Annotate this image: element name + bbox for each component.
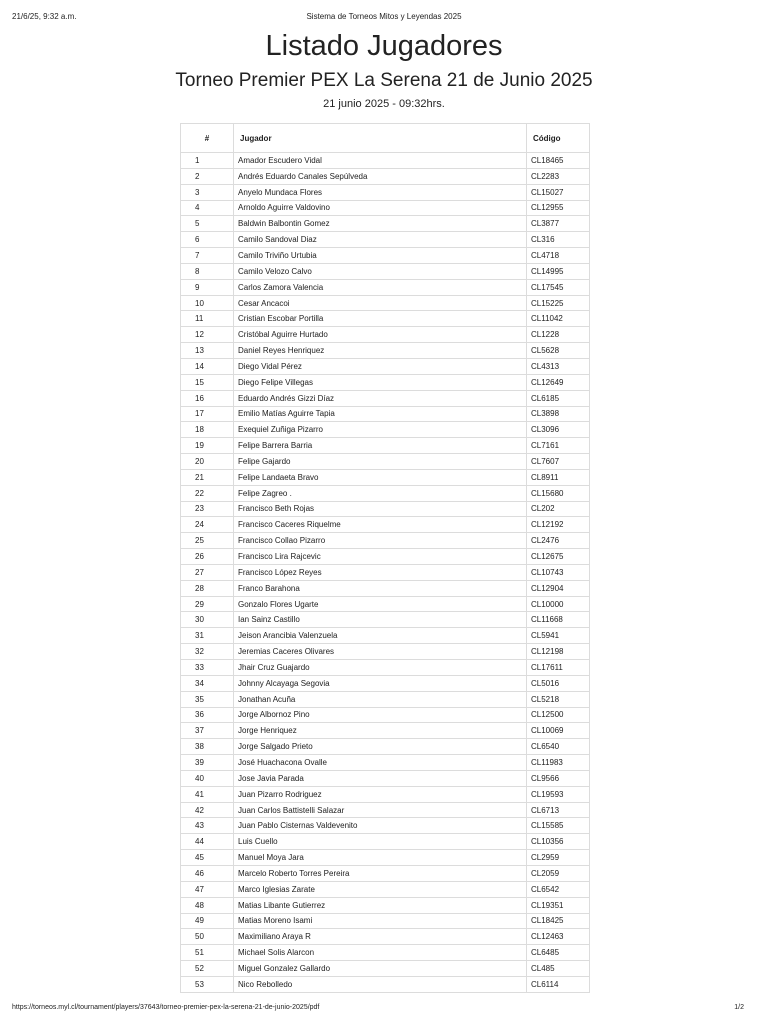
player-code: CL2476 <box>527 533 590 549</box>
player-code: CL7607 <box>527 454 590 470</box>
player-name: Jeison Arancibia Valenzuela <box>234 628 527 644</box>
players-table <box>180 123 590 993</box>
header-code: Código <box>527 124 590 153</box>
player-number: 31 <box>181 628 234 644</box>
player-number: 19 <box>181 438 234 454</box>
player-name: Franco Barahona <box>234 580 527 596</box>
player-number: 15 <box>181 374 234 390</box>
player-code: CL15585 <box>527 818 590 834</box>
player-code: CL6713 <box>527 802 590 818</box>
table-row <box>181 929 590 945</box>
player-number: 50 <box>181 929 234 945</box>
player-number: 45 <box>181 850 234 866</box>
player-number: 30 <box>181 612 234 628</box>
table-row <box>181 533 590 549</box>
table-row <box>181 770 590 786</box>
player-code: CL7161 <box>527 438 590 454</box>
player-name: Andrés Eduardo Canales Sepúlveda <box>234 168 527 184</box>
table-row <box>181 517 590 533</box>
player-number: 46 <box>181 865 234 881</box>
print-page-number: 1/2 <box>734 1004 744 1011</box>
player-code: CL5016 <box>527 675 590 691</box>
player-code: CL3096 <box>527 422 590 438</box>
table-row <box>181 501 590 517</box>
player-name: Cesar Ancacoi <box>234 295 527 311</box>
player-code: CL6485 <box>527 945 590 961</box>
player-number: 22 <box>181 485 234 501</box>
player-name: Felipe Gajardo <box>234 454 527 470</box>
player-code: CL15027 <box>527 184 590 200</box>
player-number: 48 <box>181 897 234 913</box>
player-name: Cristian Escobar Portilla <box>234 311 527 327</box>
page-title: Listado Jugadores <box>265 30 503 62</box>
player-number: 52 <box>181 961 234 977</box>
player-code: CL17611 <box>527 660 590 676</box>
player-name: Juan Carlos Battistelli Salazar <box>234 802 527 818</box>
player-code: CL12192 <box>527 517 590 533</box>
player-name: Jorge Salgado Prieto <box>234 739 527 755</box>
player-number: 49 <box>181 913 234 929</box>
player-code: CL6185 <box>527 390 590 406</box>
table-row <box>181 406 590 422</box>
player-name: Nico Rebolledo <box>234 976 527 992</box>
player-name: Felipe Zagreo . <box>234 485 527 501</box>
player-number: 7 <box>181 248 234 264</box>
table-row <box>181 216 590 232</box>
player-code: CL485 <box>527 961 590 977</box>
player-code: CL11983 <box>527 755 590 771</box>
print-datetime: 21/6/25, 9:32 a.m. <box>12 12 77 21</box>
player-name: Diego Vidal Pérez <box>234 358 527 374</box>
player-number: 43 <box>181 818 234 834</box>
player-name: Carlos Zamora Valencia <box>234 279 527 295</box>
player-code: CL4718 <box>527 248 590 264</box>
player-name: Jorge Henriquez <box>234 723 527 739</box>
table-row <box>181 675 590 691</box>
player-number: 32 <box>181 644 234 660</box>
player-code: CL12955 <box>527 200 590 216</box>
header-number: # <box>181 124 234 153</box>
player-number: 5 <box>181 216 234 232</box>
table-row <box>181 976 590 992</box>
player-name: Baldwin Balbontin Gomez <box>234 216 527 232</box>
report-date: 21 junio 2025 - 09:32hrs. <box>323 98 445 110</box>
table-row <box>181 358 590 374</box>
table-row <box>181 691 590 707</box>
player-code: CL4313 <box>527 358 590 374</box>
player-number: 3 <box>181 184 234 200</box>
players-table-body <box>181 153 590 993</box>
player-number: 6 <box>181 232 234 248</box>
player-code: CL5628 <box>527 343 590 359</box>
player-number: 12 <box>181 327 234 343</box>
player-code: CL316 <box>527 232 590 248</box>
player-name: Jorge Albornoz Pino <box>234 707 527 723</box>
player-name: Exequiel Zuñiga Pizarro <box>234 422 527 438</box>
player-code: CL19351 <box>527 897 590 913</box>
player-code: CL12649 <box>527 374 590 390</box>
player-code: CL12500 <box>527 707 590 723</box>
table-row <box>181 438 590 454</box>
player-name: Luis Cuello <box>234 834 527 850</box>
player-number: 26 <box>181 549 234 565</box>
table-row <box>181 834 590 850</box>
player-number: 9 <box>181 279 234 295</box>
table-row <box>181 881 590 897</box>
player-name: Felipe Barrera Barria <box>234 438 527 454</box>
player-code: CL2059 <box>527 865 590 881</box>
player-name: Jonathan Acuña <box>234 691 527 707</box>
player-name: Miguel Gonzalez Gallardo <box>234 961 527 977</box>
player-number: 53 <box>181 976 234 992</box>
player-name: Francisco López Reyes <box>234 564 527 580</box>
player-code: CL9566 <box>527 770 590 786</box>
table-row <box>181 739 590 755</box>
table-row <box>181 279 590 295</box>
table-row <box>181 707 590 723</box>
player-number: 1 <box>181 153 234 169</box>
table-row <box>181 549 590 565</box>
header-player: Jugador <box>234 124 527 153</box>
player-code: CL3898 <box>527 406 590 422</box>
player-number: 14 <box>181 358 234 374</box>
player-name: Diego Felipe Villegas <box>234 374 527 390</box>
player-code: CL11668 <box>527 612 590 628</box>
player-number: 11 <box>181 311 234 327</box>
player-number: 34 <box>181 675 234 691</box>
player-name: Marcelo Roberto Torres Pereira <box>234 865 527 881</box>
player-number: 4 <box>181 200 234 216</box>
player-code: CL18425 <box>527 913 590 929</box>
player-code: CL10069 <box>527 723 590 739</box>
player-number: 17 <box>181 406 234 422</box>
print-header <box>12 12 756 24</box>
table-row <box>181 232 590 248</box>
table-row <box>181 818 590 834</box>
table-row <box>181 343 590 359</box>
player-name: Johnny Alcayaga Segovia <box>234 675 527 691</box>
player-code: CL10356 <box>527 834 590 850</box>
player-code: CL12904 <box>527 580 590 596</box>
player-code: CL15680 <box>527 485 590 501</box>
table-row <box>181 168 590 184</box>
player-number: 38 <box>181 739 234 755</box>
player-number: 44 <box>181 834 234 850</box>
player-name: Francisco Beth Rojas <box>234 501 527 517</box>
player-number: 28 <box>181 580 234 596</box>
table-row <box>181 913 590 929</box>
table-row <box>181 454 590 470</box>
player-number: 35 <box>181 691 234 707</box>
tournament-subtitle: Torneo Premier PEX La Serena 21 de Junio 2025 <box>175 70 593 91</box>
player-name: Matias Libante Gutierrez <box>234 897 527 913</box>
table-row <box>181 802 590 818</box>
player-name: Juan Pizarro Rodriguez <box>234 786 527 802</box>
player-number: 2 <box>181 168 234 184</box>
player-code: CL2959 <box>527 850 590 866</box>
table-row <box>181 263 590 279</box>
player-code: CL10000 <box>527 596 590 612</box>
table-row <box>181 865 590 881</box>
player-name: José Huachacona Ovalle <box>234 755 527 771</box>
player-number: 33 <box>181 660 234 676</box>
player-name: Juan Pablo Cisternas Valdevenito <box>234 818 527 834</box>
player-code: CL6540 <box>527 739 590 755</box>
player-number: 51 <box>181 945 234 961</box>
player-code: CL17545 <box>527 279 590 295</box>
player-number: 39 <box>181 755 234 771</box>
player-code: CL15225 <box>527 295 590 311</box>
player-number: 27 <box>181 564 234 580</box>
player-number: 36 <box>181 707 234 723</box>
table-row <box>181 596 590 612</box>
player-name: Marco Iglesias Zarate <box>234 881 527 897</box>
player-code: CL2283 <box>527 168 590 184</box>
table-row <box>181 469 590 485</box>
table-row <box>181 374 590 390</box>
player-name: Jhair Cruz Guajardo <box>234 660 527 676</box>
player-name: Daniel Reyes Henriquez <box>234 343 527 359</box>
player-number: 23 <box>181 501 234 517</box>
player-name: Maximiliano Araya R <box>234 929 527 945</box>
table-row <box>181 422 590 438</box>
player-number: 37 <box>181 723 234 739</box>
player-name: Amador Escudero Vidal <box>234 153 527 169</box>
header-row <box>181 124 590 153</box>
player-name: Gonzalo Flores Ugarte <box>234 596 527 612</box>
table-row <box>181 390 590 406</box>
player-name: Emilio Matías Aguirre Tapia <box>234 406 527 422</box>
player-code: CL5941 <box>527 628 590 644</box>
player-number: 47 <box>181 881 234 897</box>
player-code: CL14995 <box>527 263 590 279</box>
print-footer <box>12 1004 756 1016</box>
table-row <box>181 485 590 501</box>
player-code: CL6542 <box>527 881 590 897</box>
table-row <box>181 580 590 596</box>
player-name: Jeremias Caceres Olivares <box>234 644 527 660</box>
player-name: Matias Moreno Isami <box>234 913 527 929</box>
player-code: CL12675 <box>527 549 590 565</box>
player-code: CL12198 <box>527 644 590 660</box>
player-number: 20 <box>181 454 234 470</box>
player-name: Manuel Moya Jara <box>234 850 527 866</box>
table-row <box>181 295 590 311</box>
player-code: CL19593 <box>527 786 590 802</box>
player-code: CL3877 <box>527 216 590 232</box>
player-number: 21 <box>181 469 234 485</box>
table-row <box>181 660 590 676</box>
player-code: CL11042 <box>527 311 590 327</box>
player-number: 16 <box>181 390 234 406</box>
table-row <box>181 327 590 343</box>
player-name: Eduardo Andrés Gizzi Díaz <box>234 390 527 406</box>
player-name: Cristóbal Aguirre Hurtado <box>234 327 527 343</box>
table-row <box>181 945 590 961</box>
table-row <box>181 184 590 200</box>
player-name: Ian Sainz Castillo <box>234 612 527 628</box>
table-row <box>181 248 590 264</box>
player-name: Francisco Collao Pizarro <box>234 533 527 549</box>
table-row <box>181 612 590 628</box>
table-row <box>181 564 590 580</box>
player-number: 29 <box>181 596 234 612</box>
table-row <box>181 897 590 913</box>
player-number: 41 <box>181 786 234 802</box>
player-number: 40 <box>181 770 234 786</box>
player-code: CL18465 <box>527 153 590 169</box>
table-row <box>181 723 590 739</box>
table-row <box>181 153 590 169</box>
table-row <box>181 644 590 660</box>
player-number: 13 <box>181 343 234 359</box>
player-name: Camilo Triviño Urtubia <box>234 248 527 264</box>
player-number: 25 <box>181 533 234 549</box>
player-code: CL1228 <box>527 327 590 343</box>
player-code: CL12463 <box>527 929 590 945</box>
player-name: Michael Solis Alarcon <box>234 945 527 961</box>
print-url: https://torneos.myl.cl/tournament/players/37643/torneo-premier-pex-la-serena-21-de-junio-2025/pdf <box>12 1004 320 1011</box>
player-number: 10 <box>181 295 234 311</box>
table-row <box>181 850 590 866</box>
print-page-title: Sistema de Torneos Mitos y Leyendas 2025 <box>306 12 462 21</box>
table-row <box>181 200 590 216</box>
player-code: CL6114 <box>527 976 590 992</box>
player-name: Francisco Lira Rajcevic <box>234 549 527 565</box>
table-row <box>181 786 590 802</box>
player-name: Francisco Caceres Riquelme <box>234 517 527 533</box>
player-number: 8 <box>181 263 234 279</box>
player-number: 24 <box>181 517 234 533</box>
player-name: Jose Javia Parada <box>234 770 527 786</box>
player-code: CL202 <box>527 501 590 517</box>
table-row <box>181 628 590 644</box>
player-name: Arnoldo Aguirre Valdovino <box>234 200 527 216</box>
player-name: Anyelo Mundaca Flores <box>234 184 527 200</box>
player-code: CL8911 <box>527 469 590 485</box>
player-name: Felipe Landaeta Bravo <box>234 469 527 485</box>
player-code: CL10743 <box>527 564 590 580</box>
table-row <box>181 755 590 771</box>
players-table-header <box>181 124 590 153</box>
player-name: Camilo Sandoval Diaz <box>234 232 527 248</box>
player-number: 18 <box>181 422 234 438</box>
table-row <box>181 961 590 977</box>
player-code: CL5218 <box>527 691 590 707</box>
player-name: Camilo Velozo Calvo <box>234 263 527 279</box>
table-row <box>181 311 590 327</box>
player-number: 42 <box>181 802 234 818</box>
